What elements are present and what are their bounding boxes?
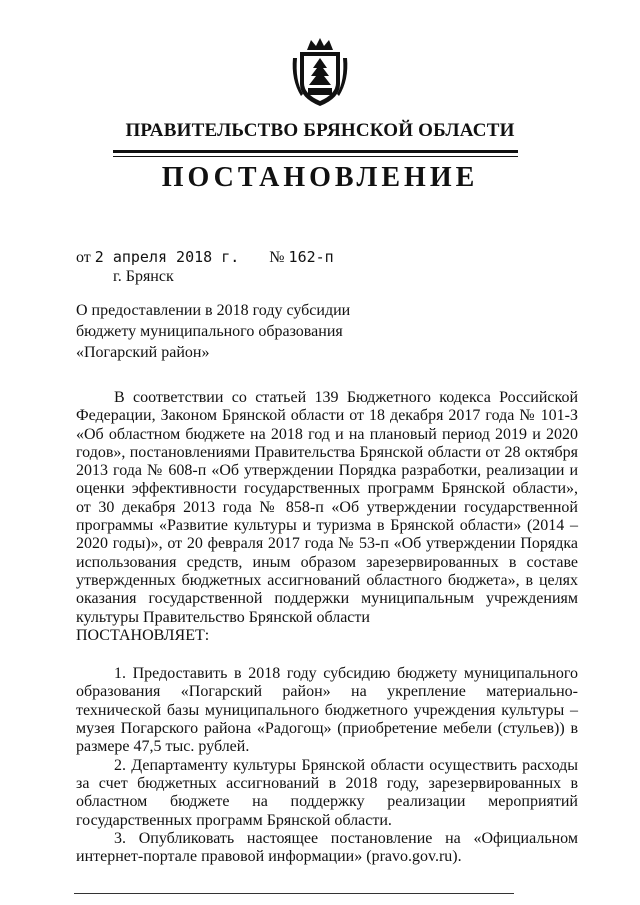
date-number-line (76, 248, 334, 267)
document-city: г. Брянск (113, 268, 174, 285)
header-rule-thin (113, 156, 518, 157)
decree-item: 3. Опубликовать настоящее постановление на «Официальном интернет-портале правовой информации» (pravo.gov.ru). (76, 829, 578, 866)
date-prefix: от (76, 249, 91, 266)
organization-title: ПРАВИТЕЛЬСТВО БРЯНСКОЙ ОБЛАСТИ (125, 120, 515, 141)
document-date: 2 апреля 2018 г. (94, 248, 240, 266)
document-number: 162-п (288, 248, 334, 266)
subject-line: бюджету муниципального образования (76, 323, 343, 340)
preamble-paragraph: В соответствии со статьей 139 Бюджетного кодекса Российской Федерации, Законом Брянской области от 18 декабря 2017 года № 101-З «Об областном бюджете на 2018 год и на плановый период 2019 и 2020 годов», постановлениями Правительства Брянской области от 28 октября 2013 года № 608-п «Об утверждении Порядка разработки, реализации и оценки эффективности государственных программ Брянской области», от 30 декабря 2013 года № 858-п «Об утверждении государственной программы «Развитие культуры и туризма в Брянской области» (2014 – 2020 годы)», от 20 февраля 2017 года № 53-п «Об утверждении Порядка использования средств, иным образом зарезервированных в составе утвержденных бюджетных ассигнований областного бюджета», в целях оказания государственной поддержки муниципальным учреждениям культуры Правительство Брянской области (76, 389, 578, 626)
number-sign: № (269, 249, 285, 266)
header-rule-thick (113, 150, 518, 153)
decree-word: ПОСТАНОВЛЯЕТ: (76, 626, 210, 644)
decree-item: 2. Департаменту культуры Брянской области осуществить расходы за счет бюджетных ассигнований в 2018 году, зарезервированных в областном бюджете на поддержку реализации мероприятий государственных программ Брянской области. (76, 756, 578, 829)
subject-line: «Погарский район» (76, 344, 210, 361)
coat-of-arms-icon (289, 36, 351, 108)
page-bottom-rule (74, 893, 514, 894)
document-subject (76, 300, 396, 363)
subject-line: О предоставлении в 2018 году субсидии (76, 302, 351, 319)
document-body (76, 389, 578, 866)
document-type-title: ПОСТАНОВЛЕНИЕ (161, 162, 479, 193)
decree-item: 1. Предоставить в 2018 году субсидию бюджету муниципального образования «Погарский район» на укрепление материально-технической базы муниципального бюджетного учреждения культуры – музея Погарского района «Радогощ» (приобретение мебели (стульев)) в размере 47,5 тыс. рублей. (76, 665, 578, 756)
